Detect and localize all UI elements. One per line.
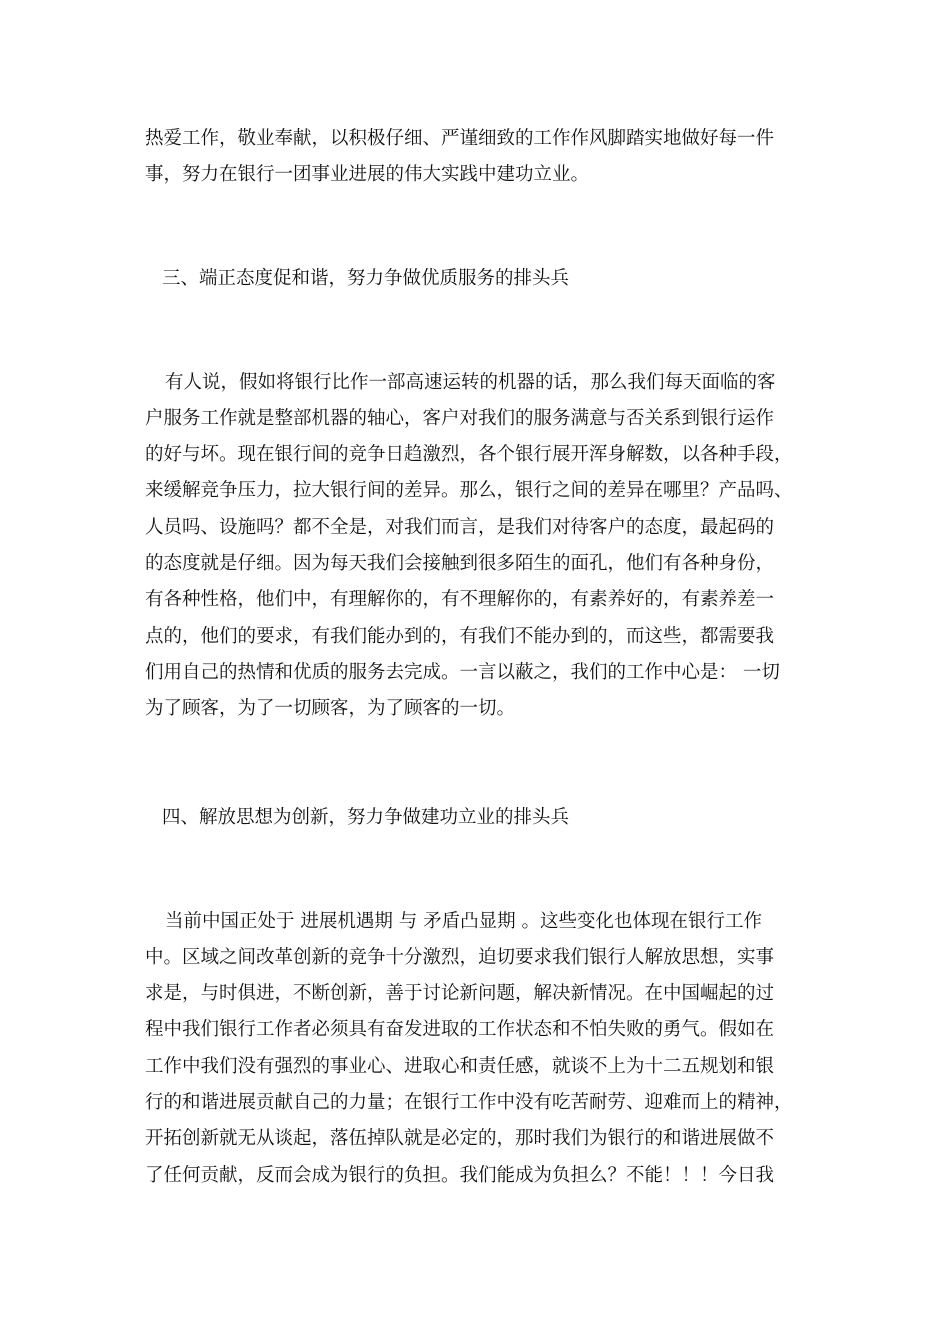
section-4-line-8: 了任何贡献，反而会成为银行的负担。我们能成为负担么？不能！！！今日我	[145, 1165, 775, 1186]
section-3-line-8: 点的，他们的要求，有我们能办到的，有我们不能办到的，而这些，都需要我	[145, 626, 775, 647]
section-4-line-3: 求是，与时俱进，不断创新，善于讨论新问题，解决新情况。在中国崛起的过	[145, 983, 775, 1004]
section-3-line-7: 有各种性格，他们中，有理解你的，有不理解你的，有素养好的，有素养差一	[145, 589, 775, 610]
section-heading-4: 四、解放思想为创新，努力争做建功立业的排头兵	[162, 807, 570, 828]
section-3-line-3: 的好与坏。现在银行间的竞争日趋激烈，各个银行展开浑身解数，以各种手段，	[145, 444, 793, 465]
section-4-line-1: 当前中国正处于 进展机遇期 与 矛盾凸显期 。这些变化也体现在银行工作	[165, 911, 763, 932]
section-4-line-2: 中。区域之间改革创新的竞争十分激烈，迫切要求我们银行人解放思想，实事	[145, 947, 775, 968]
section-heading-3: 三、端正态度促和谐，努力争做优质服务的排头兵	[162, 268, 570, 289]
section-3-line-2: 户服务工作就是整部机器的轴心，客户对我们的服务满意与否关系到银行运作	[145, 408, 775, 429]
section-4-line-6: 行的和谐进展贡献自己的力量；在银行工作中没有吃苦耐劳、迎难而上的精神，	[145, 1092, 793, 1113]
section-3-line-9: 们用自己的热情和优质的服务去完成。一言以蔽之，我们的工作中心是： 一切	[145, 662, 780, 683]
intro-line-1: 热爱工作，敬业奉献，以积极仔细、严谨细致的工作作风脚踏实地做好每一件	[145, 128, 775, 149]
section-3-line-5: 人员吗、设施吗？都不全是，对我们而言，是我们对待客户的态度，最起码的	[145, 517, 775, 538]
section-4-line-7: 开拓创新就无从谈起，落伍掉队就是必定的，那时我们为银行的和谐进展做不	[145, 1128, 775, 1149]
section-3-line-4: 来缓解竞争压力，拉大银行间的差异。那么，银行之间的差异在哪里？产品吗、	[145, 480, 793, 501]
section-4-line-4: 程中我们银行工作者必须具有奋发进取的工作状态和不怕失败的勇气。假如在	[145, 1019, 775, 1040]
intro-line-2: 事，努力在银行一团事业进展的伟大实践中建功立业。	[145, 164, 590, 185]
section-3-line-6: 的态度就是仔细。因为每天我们会接触到很多陌生的面孔，他们有各种身份，	[145, 553, 775, 574]
section-3-line-1: 有人说，假如将银行比作一部高速运转的机器的话，那么我们每天面临的客	[165, 372, 776, 393]
section-3-line-10: 为了顾客，为了一切顾客，为了顾客的一切。	[145, 698, 516, 719]
section-4-line-5: 工作中我们没有强烈的事业心、进取心和责任感，就谈不上为十二五规划和银	[145, 1056, 775, 1077]
